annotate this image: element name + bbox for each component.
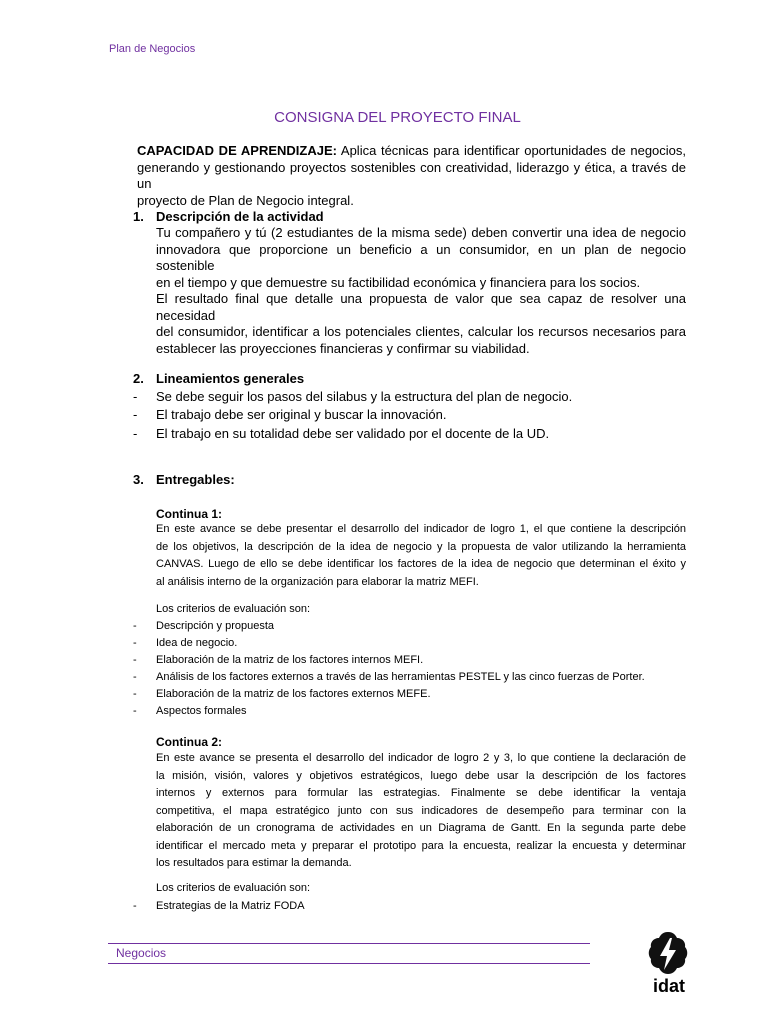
c1-dash-5: -: [133, 688, 137, 700]
s2-item-3: El trabajo en su totalidad debe ser validado por el docente de la UD.: [156, 426, 550, 441]
footer-top-rule: [108, 943, 590, 944]
section-3-title: Entregables:: [156, 472, 235, 487]
s2-item-2: El trabajo debe ser original y buscar la innovación.: [156, 407, 447, 422]
section-2-title: Lineamientos generales: [156, 371, 305, 386]
section-1-paragraph-1: [156, 225, 686, 291]
c1-criterion-4: Análisis de los factores externos a través de las herramientas PESTEL y las cinco fuerzas de Porter.: [156, 671, 645, 683]
c2-line-7: los resultados para estimar la demanda.: [156, 857, 352, 869]
c1-line-2: de los objetivos, la descripción de la idea de negocio y la propuesta de valor utilizando la herramienta: [156, 540, 686, 553]
s1p1-line-3: en el tiempo y que demuestre su factibilidad económica y financiera para los socios.: [156, 274, 641, 290]
continua-1-title: Continua 1:: [156, 507, 222, 521]
section-1-paragraph-2: [156, 291, 686, 357]
section-1-number: 1.: [133, 209, 144, 224]
c1-criterion-3: Elaboración de la matriz de los factores internos MEFI.: [156, 654, 424, 666]
s1p2-line-1: El resultado final que detalle una propuesta de valor que sea capaz de resolver una necesidad: [156, 291, 686, 323]
idat-logo-icon: [648, 930, 688, 978]
s1p2-line-3: establecer las proyecciones financieras y confirmar su viabilidad.: [156, 340, 530, 356]
footer-bottom-rule: [108, 963, 590, 964]
c1-dash-6: -: [133, 705, 137, 717]
c2-line-1: En este avance se presenta el desarrollo del indicador de logro 2 y 3, lo que contiene la declaración de: [156, 752, 686, 764]
s2-dash-1: -: [133, 389, 138, 404]
c1-criterion-5: Elaboración de la matriz de los factores externos MEFE.: [156, 688, 431, 700]
capacity-line-1: Aplica técnicas para identificar oportunidades de negocios,: [340, 143, 687, 158]
s1p2-line-2: del consumidor, identificar a los potenciales clientes, calcular los recursos necesarios para: [156, 324, 686, 339]
footer-label: Negocios: [116, 946, 167, 960]
c2-line-4: competitiva, el mapa estratégico junto con sus indicadores de desempeño para terminar con la: [156, 804, 686, 817]
s1p1-line-1: Tu compañero y tú (2 estudiantes de la misma sede) deben convertir una idea de negocio: [156, 225, 686, 240]
s2-dash-2: -: [133, 407, 138, 422]
c1-dash-1: -: [133, 620, 137, 632]
s2-dash-3: -: [133, 426, 138, 441]
capacity-line-2: generando y gestionando proyectos sostenibles con creatividad, liderazgo y ética, a través de un: [137, 159, 686, 191]
c2-line-2: la misión, visión, valores y objetivos estratégicos, luego debe usar la descripción de los factores: [156, 769, 686, 782]
c1-criterion-1: Descripción y propuesta: [156, 620, 275, 632]
c1-line-1: En este avance se debe presentar el desarrollo del indicador de logro 1, el que contiene la descripción: [156, 523, 686, 535]
c1-dash-4: -: [133, 671, 137, 683]
c1-criterion-6: Aspectos formales: [156, 705, 247, 717]
section-3-number: 3.: [133, 472, 144, 487]
c2-line-3: internos y externos para formular las estrategias. Finalmente se debe identificar la ventaja: [156, 787, 686, 799]
c1-line-3: CANVAS. Luego de ello se debe identificar los factores de la idea de negocio que determinan el éxito y: [156, 558, 686, 570]
capacity-paragraph: [137, 143, 686, 209]
page-header: Plan de Negocios: [109, 43, 196, 55]
c1-line-4: al análisis interno de la organización para elaborar la matriz MEFI.: [156, 575, 479, 588]
document-title: CONSIGNA DEL PROYECTO FINAL: [274, 109, 521, 126]
c1-dash-3: -: [133, 654, 137, 666]
c2-criterion-1: Estrategias de la Matriz FODA: [156, 900, 305, 912]
continua-1-criteria-label: Los criterios de evaluación son:: [156, 603, 311, 615]
idat-logo-text: idat: [652, 976, 685, 996]
s2-item-1: Se debe seguir los pasos del silabus y la estructura del plan de negocio.: [156, 389, 573, 404]
section-1-title: Descripción de la actividad: [156, 209, 324, 224]
c2-line-5: elaboración de un cronograma de actividades en un Diagrama de Gantt. En la segunda parte debe: [156, 822, 686, 834]
c1-dash-2: -: [133, 637, 137, 649]
capacity-line-3: proyecto de Plan de Negocio integral.: [137, 192, 354, 208]
c2-line-6: identificar el mercado meta y preparar el prototipo para la encuesta, realizar la encuesta y determinar: [156, 839, 686, 852]
s1p1-line-2: innovadora que proporcione un beneficio a un consumidor, en un plan de negocio sostenible: [156, 241, 686, 273]
c2-dash-1: -: [133, 900, 137, 912]
continua-2-title: Continua 2:: [156, 735, 222, 749]
capacity-label: CAPACIDAD DE APRENDIZAJE:: [137, 143, 337, 158]
continua-1-paragraph: [156, 521, 686, 591]
section-2-number: 2.: [133, 371, 144, 386]
c1-criterion-2: Idea de negocio.: [156, 637, 238, 649]
continua-2-paragraph: [156, 750, 686, 873]
continua-2-criteria-label: Los criterios de evaluación son:: [156, 882, 311, 894]
